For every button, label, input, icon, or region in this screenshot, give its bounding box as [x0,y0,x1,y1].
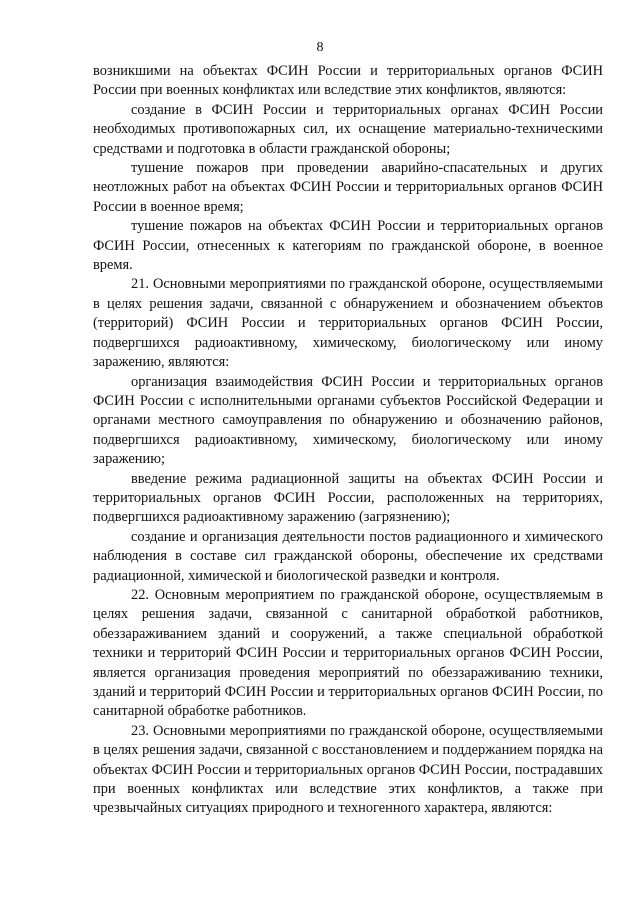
paragraph: тушение пожаров при проведении аварийно-спасательных и других неотложных работ на объектах ФСИН России и территориальных органов ФСИН России в военное время; [93,160,603,215]
document-body [93,62,603,819]
page-number: 8 [316,40,324,55]
paragraph: 21. Основными мероприятиями по гражданской обороне, осуществляемыми в целях решения задачи, связанной с обнаружением и обозначением объектов (территорий) ФСИН России и территориальных органов ФСИН России, подвергшихся радиоактивному, химическому, биологическому или иному заражению, являются: [93,276,603,371]
paragraph: возникшими на объектах ФСИН России и территориальных органов ФСИН России при военных конфликтах или вследствие этих конфликтов, являются: [93,63,603,99]
paragraph: 23. Основными мероприятиями по гражданской обороне, осуществляемыми в целях решения задачи, связанной с восстановлением и поддержанием порядка на объектах ФСИН России и территориальных органов ФСИН России, пострадавших при военных конфликтах или вследствие этих конфликтов, а также при чрезвычайных ситуациях природного и техногенного характера, являются: [93,722,603,817]
paragraph: тушение пожаров на объектах ФСИН России и территориальных органов ФСИН России, отнесенных к категориям по гражданской обороне, в военное время. [93,218,603,274]
paragraph: 22. Основным мероприятием по гражданской обороне, осуществляемым в целях решения задачи, связанной с санитарной обработкой работников, обеззараживанием зданий и сооружений, а также специальной обработкой техники и территорий ФСИН России и территориальных органов ФСИН России, является организация проведения мероприятий по обеззараживанию техники, зданий и территорий ФСИН России и территориальных органов ФСИН России, по санитарной обработке работников. [93,586,603,720]
paragraph: организация взаимодействия ФСИН России и территориальных органов ФСИН России с исполнительными органами субъектов Российской Федерации и органами местного самоуправления по обнаружению и обозначению районов, подвергшихся радиоактивному, химическому, биологическому или иному заражению; [93,373,603,468]
paragraph: введение режима радиационной защиты на объектах ФСИН России и территориальных органов ФСИН России, расположенных на территориях, подвергшихся радиоактивному заражению (загрязнению); [93,470,603,526]
paragraph: создание и организация деятельности постов радиационного и химического наблюдения в составе сил гражданской обороны, обеспечение их средствами радиационной, химической и биологической разведки и контроля. [93,528,603,584]
paragraph: создание в ФСИН России и территориальных органах ФСИН России необходимых противопожарных сил, их оснащение материально-техническими средствами и подготовка в области гражданской обороны; [93,101,603,157]
